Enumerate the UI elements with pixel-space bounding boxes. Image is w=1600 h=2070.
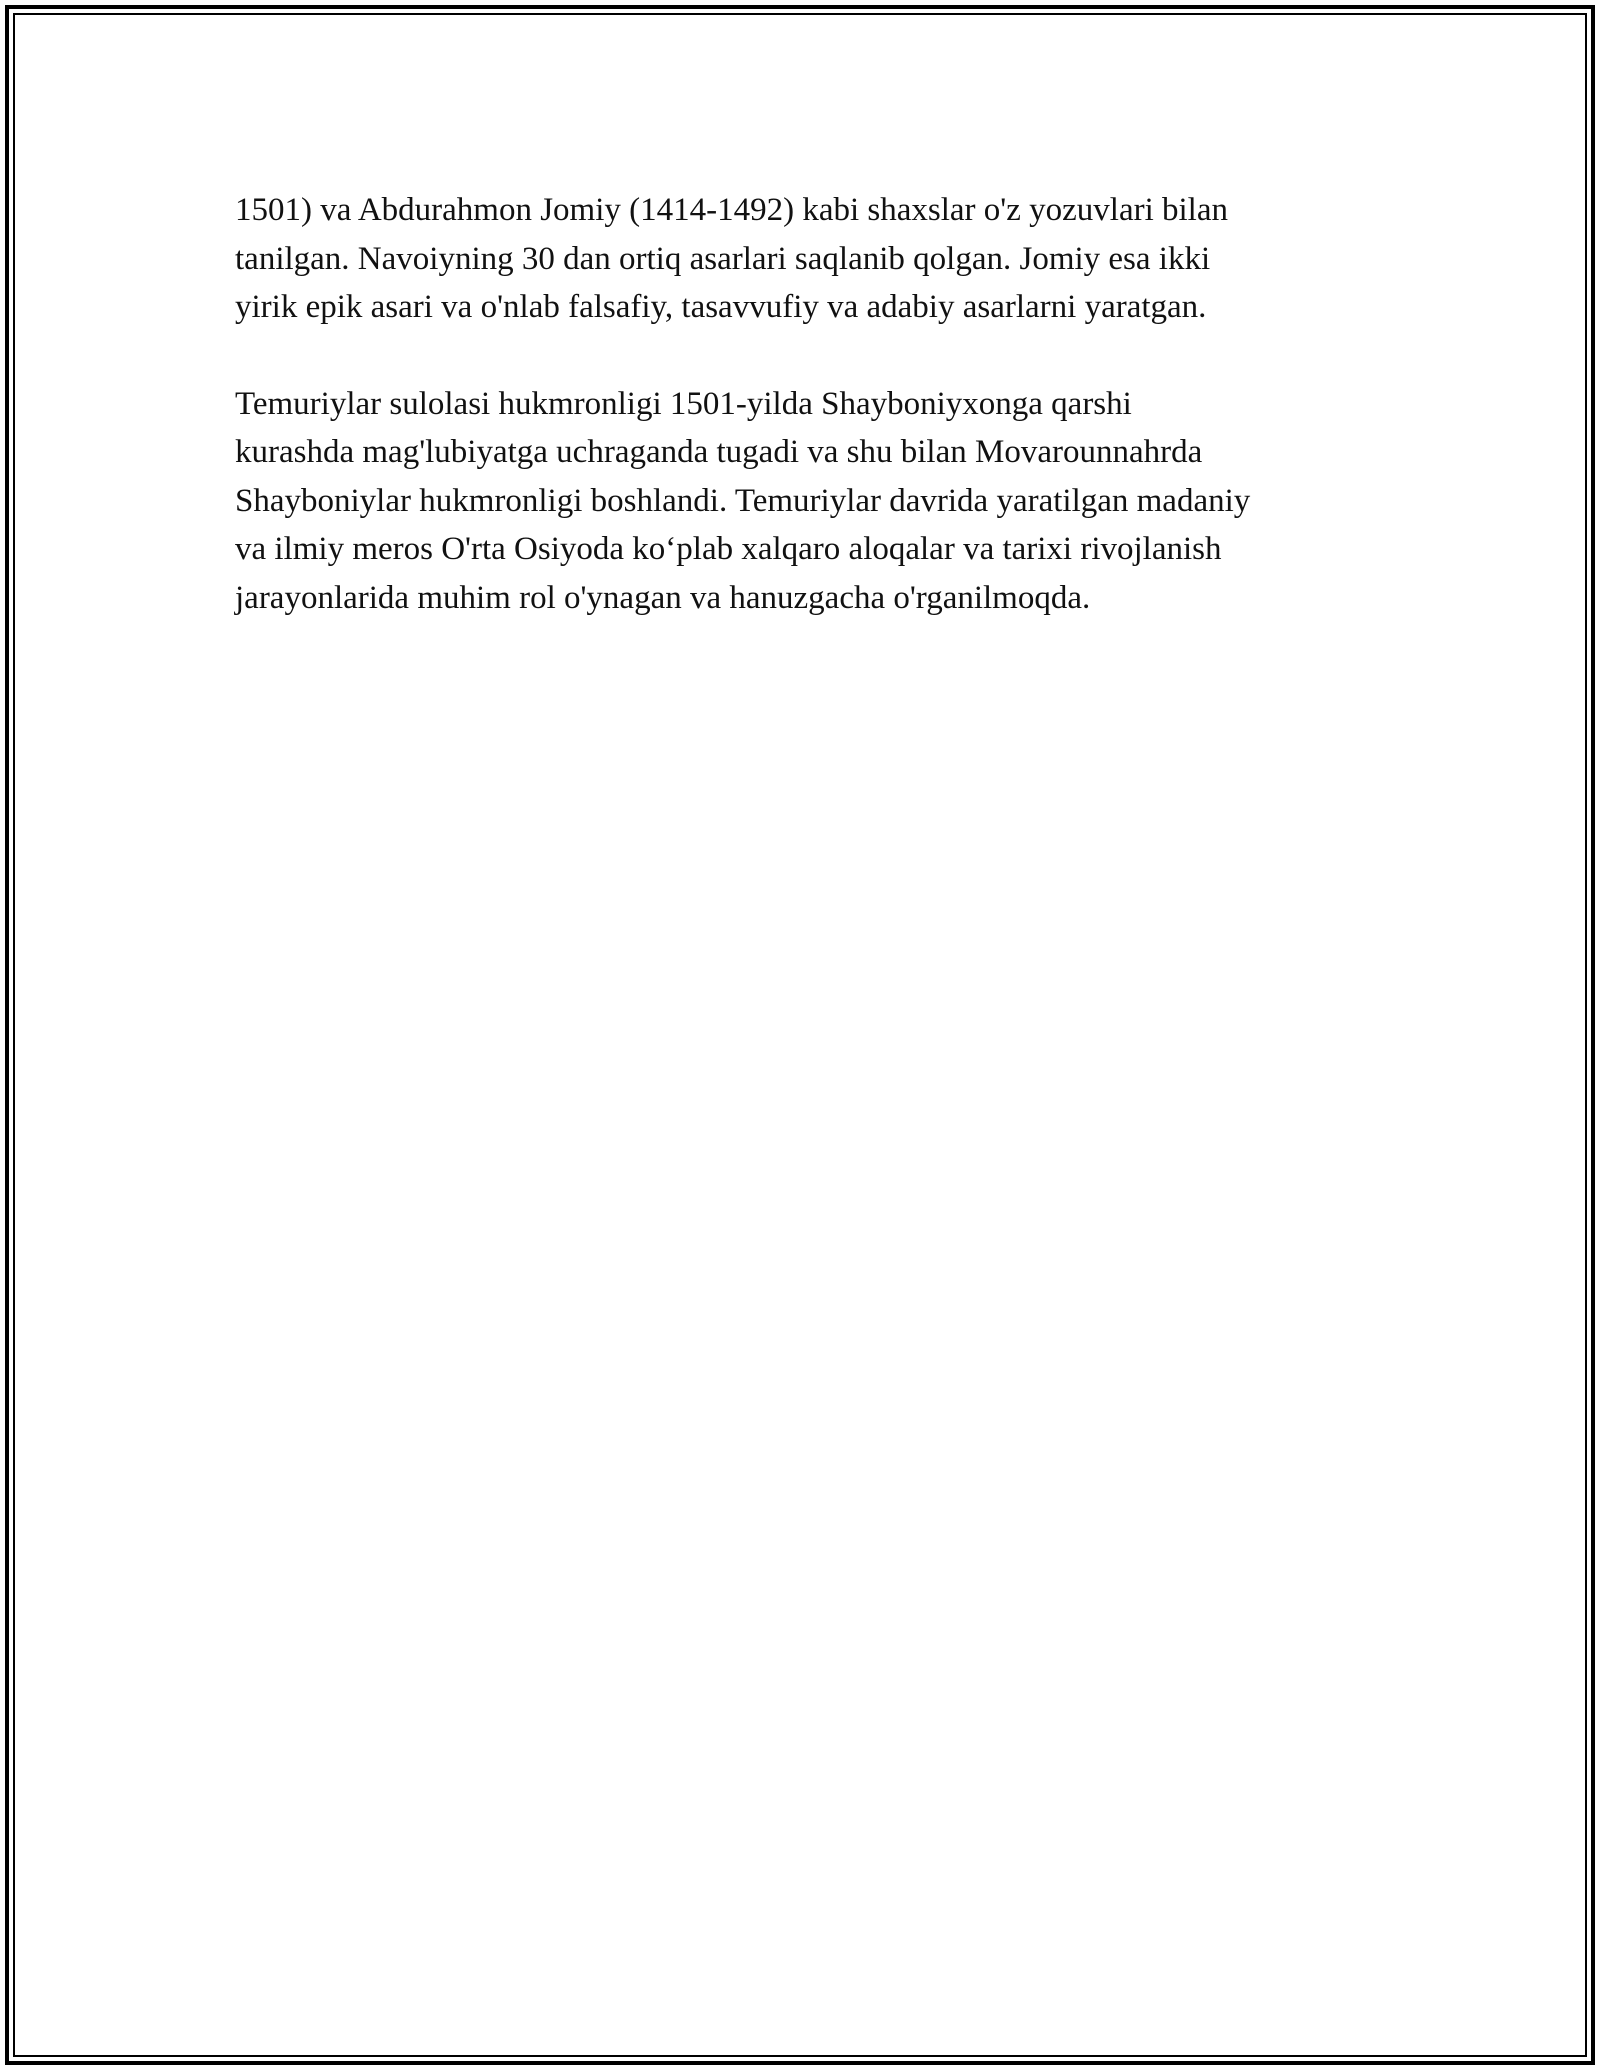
text-line: va ilmiy meros O'rta Osiyoda ko‘plab xalqaro aloqalar va tarixi rivojlanish [235, 531, 1222, 567]
text-line: kurashda mag'lubiyatga uchraganda tugadi va shu bilan Movarounnahrda [235, 434, 1203, 470]
text-line: 1501) va Abdurahmon Jomiy (1414-1492) kabi shaxslar o'z yozuvlari bilan [235, 192, 1228, 228]
text-line: Shayboniylar hukmronligi boshlandi. Temuriylar davrida yaratilgan madaniy [235, 482, 1251, 519]
paragraph-1 [235, 186, 1395, 332]
document-body [235, 186, 1395, 670]
text-line: Temuriylar sulolasi hukmronligi 1501-yilda Shayboniyxonga qarshi [235, 385, 1132, 422]
text-line: tanilgan. Navoiyning 30 dan ortiq asarlari saqlanib qolgan. Jomiy esa ikki [235, 240, 1211, 277]
paragraph-2 [235, 380, 1395, 623]
text-line: jarayonlarida muhim rol o'ynagan va hanuzgacha o'rganilmoqda. [235, 579, 1091, 616]
text-line: yirik epik asari va o'nlab falsafiy, tasavvufiy va adabiy asarlarni yaratgan. [235, 289, 1207, 325]
